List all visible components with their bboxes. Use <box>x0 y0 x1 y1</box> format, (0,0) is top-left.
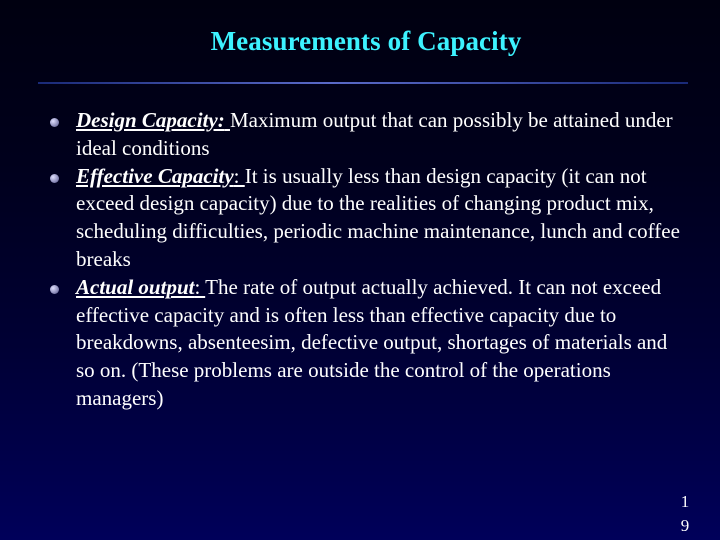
bullet-term: Design Capacity: <box>76 108 225 132</box>
bullet-dot-icon <box>50 285 59 294</box>
bullet-term: Effective Capacity <box>76 163 234 188</box>
slide-title: Measurements of Capacity <box>210 26 522 56</box>
bullet-text <box>76 274 690 413</box>
bullet-effective-capacity <box>30 163 690 274</box>
bullet-description: The rate of output actually achieved. It can not exceed effective capacity and is often less than effective capacity due to breakdowns, absenteesim, defective output, shortages of materials and so on. (These problems are outside the control of the operations managers) <box>76 274 668 410</box>
bullet-term: Actual output <box>76 274 195 299</box>
bullet-text <box>76 163 690 274</box>
bullet-design-capacity <box>30 107 690 163</box>
bullet-actual-output <box>30 274 690 413</box>
bullet-list <box>30 107 690 413</box>
bullet-dot-icon <box>50 174 59 183</box>
bullet-description: It is usually less than design capacity (it can not exceed design capacity) due to the realities of changing product mix, scheduling difficulties, periodic machine maintenance, lunch and coffee breaks <box>76 163 680 271</box>
title-divider <box>38 82 688 84</box>
bullet-dot-icon <box>50 118 59 127</box>
page-number-digit: 1 <box>680 492 690 511</box>
bullet-term-tail: : <box>194 274 206 299</box>
bullet-description: Maximum output that can possibly be attained under ideal conditions <box>76 108 673 160</box>
page-number <box>676 490 694 538</box>
bullet-term-tail: : <box>233 163 245 188</box>
page-number-digit: 9 <box>680 516 690 535</box>
bullet-text <box>76 107 690 163</box>
